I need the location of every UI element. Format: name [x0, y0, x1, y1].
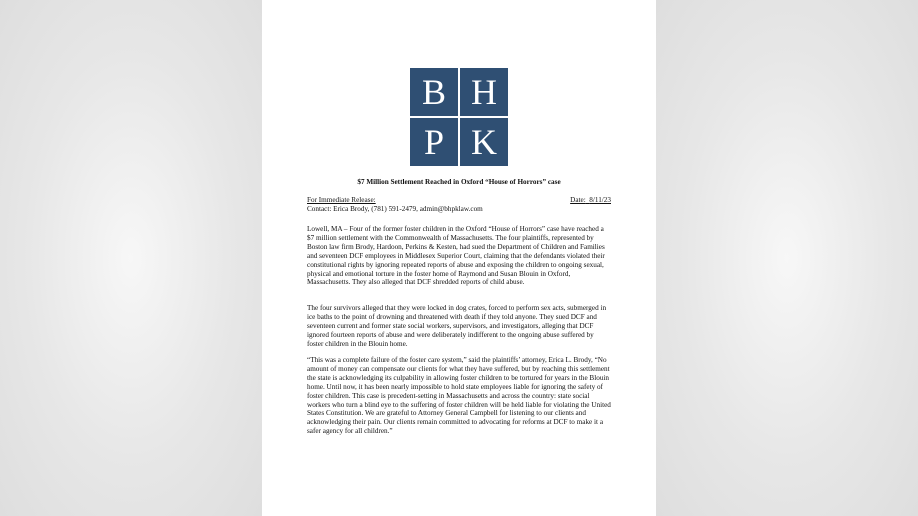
document-title: $7 Million Settlement Reached in Oxford “House of Horrors” case — [357, 178, 561, 186]
logo-letter-b: B — [410, 68, 458, 116]
background-left — [0, 0, 262, 516]
document-page — [262, 0, 656, 516]
release-label: For Immediate Release: — [307, 196, 376, 204]
date-value: 8/11/23 — [589, 196, 611, 204]
background-right — [656, 0, 918, 516]
date-label: Date: — [570, 196, 586, 204]
logo-letter-k: K — [460, 118, 508, 166]
contact-line: Contact: Erica Brody, (781) 591-2479, admin@bhpklaw.com — [307, 205, 483, 213]
bhpk-logo — [410, 68, 508, 166]
logo-letter-h: H — [460, 68, 508, 116]
paragraph-3: “This was a complete failure of the foster care system,” said the plaintiffs’ attorney, Erica L. Brody, “No amount of money can compensate our clients for what they have suffered, but by reaching this settlement the state is acknowledging its culpability in allowing foster children to be tortured for years in the Blouin home. Until now, it has been nearly impossible to hold state employees liable for ignoring the safety of foster children. This case is precedent-setting in Massachusetts and across the country: state social workers who turn a blind eye to the suffering of foster children will be held liable for violating the United States Constitution. We are grateful to Attorney General Campbell for listening to our clients and acknowledging their pain. Our clients remain committed to advocating for reforms at DCF to make it a safer agency for all children.” — [307, 356, 611, 436]
date-field — [570, 196, 611, 204]
paragraph-2: The four survivors alleged that they were locked in dog crates, forced to perform sex acts, submerged in ice baths to the point of drowning and threatened with death if they told anyone. They sued DCF and seventeen current and former state social workers, supervisors, and investigators, alleging that DCF ignored fourteen reports of abuse and were deliberately indifferent to the ongoing abuse suffered by foster children in the Blouin home. — [307, 304, 607, 348]
logo-letter-p: P — [410, 118, 458, 166]
paragraph-1: Lowell, MA – Four of the former foster children in the Oxford “House of Horrors” case have reached a $7 million settlement with the Commonwealth of Massachusetts. The four plaintiffs, represented by Boston law firm Brody, Hardoon, Perkins & Kesten, had sued the Department of Children and Families and seventeen DCF employees in Middlesex Superior Court, claiming that the defendants violated their constitutional rights by ignoring repeated reports of abuse and exposing the children to ongoing sexual, physical and emotional torture in the foster home of Raymond and Susan Blouin in Oxford, Massachusetts. They also alleged that DCF shredded reports of child abuse. — [307, 225, 605, 287]
release-row — [307, 196, 611, 204]
